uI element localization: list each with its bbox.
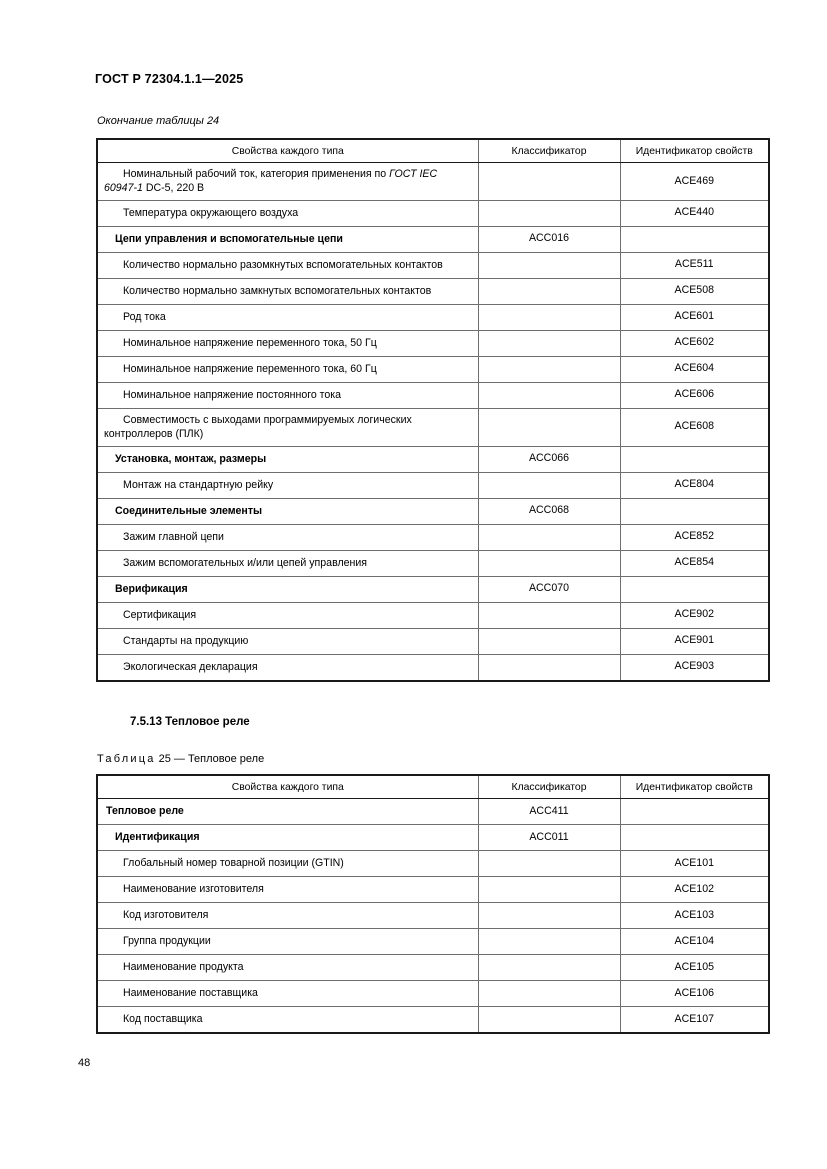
cell-identifier — [620, 304, 769, 330]
cell-identifier — [620, 446, 769, 472]
classifier-code: ACC068 — [528, 504, 570, 517]
identifier-code: ACE104 — [674, 934, 714, 947]
table-header-row — [97, 139, 769, 163]
property-text: Совместимость с выходами программируемых логических контроллеров (ПЛК) — [104, 413, 412, 441]
cell-property — [97, 472, 478, 498]
identifier-code: ACE902 — [674, 608, 714, 621]
cell-classifier — [478, 163, 620, 201]
cell-identifier — [620, 163, 769, 201]
cell-classifier — [478, 654, 620, 681]
table-25-label-rest: 25 — Тепловое реле — [158, 753, 265, 765]
cell-property — [97, 955, 478, 981]
table-row — [97, 446, 769, 472]
table-row — [97, 825, 769, 851]
cell-classifier — [478, 628, 620, 654]
cell-classifier — [478, 550, 620, 576]
cell-property — [97, 163, 478, 201]
property-text: Номинальный рабочий ток, категория применения по ГОСТ IEC 60947-1 DC-5, 220 В — [104, 168, 438, 195]
identifier-code: ACE854 — [674, 556, 714, 569]
cell-identifier — [620, 929, 769, 955]
table-row — [97, 654, 769, 681]
property-text: Номинальное напряжение постоянного тока — [123, 389, 342, 402]
property-text: Код поставщика — [123, 1013, 203, 1026]
table-25-body — [97, 799, 769, 1034]
table-25 — [96, 774, 770, 1034]
column-header-classifier: Классификатор — [478, 139, 620, 163]
property-text: Экологическая декларация — [123, 660, 258, 673]
cell-classifier — [478, 1007, 620, 1034]
cell-property — [97, 356, 478, 382]
property-text: Зажим вспомогательных и/или цепей управления — [123, 556, 368, 569]
cell-property — [97, 446, 478, 472]
classifier-code: ACC066 — [528, 452, 570, 465]
cell-property — [97, 278, 478, 304]
cell-property — [97, 851, 478, 877]
cell-property — [97, 304, 478, 330]
property-text: Верификация — [115, 582, 188, 595]
property-text: Тепловое реле — [106, 805, 184, 818]
cell-classifier — [478, 356, 620, 382]
property-text: Код изготовителя — [123, 909, 209, 922]
cell-identifier — [620, 550, 769, 576]
identifier-code: ACE903 — [674, 660, 714, 673]
cell-classifier — [478, 252, 620, 278]
property-text: Зажим главной цепи — [123, 530, 224, 543]
cell-classifier — [478, 903, 620, 929]
property-text: Сертификация — [123, 608, 197, 621]
identifier-code: ACE606 — [674, 388, 714, 401]
table-row — [97, 524, 769, 550]
property-text: Количество нормально замкнутых вспомогательных контактов — [123, 285, 432, 298]
identifier-code: ACE103 — [674, 908, 714, 921]
cell-identifier — [620, 955, 769, 981]
cell-property — [97, 628, 478, 654]
cell-property — [97, 1007, 478, 1034]
column-header-properties: Свойства каждого типа — [97, 139, 478, 163]
property-text: Монтаж на стандартную рейку — [123, 478, 274, 491]
standard-header: ГОСТ Р 72304.1.1—2025 — [95, 72, 244, 86]
identifier-code: ACE106 — [674, 986, 714, 999]
table-24-caption: Окончание таблицы 24 — [97, 115, 220, 127]
cell-classifier — [478, 602, 620, 628]
cell-identifier — [620, 851, 769, 877]
identifier-code: ACE101 — [674, 856, 714, 869]
table-row — [97, 163, 769, 201]
table-row — [97, 903, 769, 929]
cell-property — [97, 330, 478, 356]
table-row — [97, 877, 769, 903]
cell-identifier — [620, 576, 769, 602]
table-25-header — [97, 775, 769, 799]
section-heading: 7.5.13 Тепловое реле — [130, 716, 250, 728]
table-row — [97, 955, 769, 981]
cell-identifier — [620, 1007, 769, 1034]
identifier-code: ACE102 — [674, 882, 714, 895]
identifier-code: ACE107 — [674, 1012, 714, 1025]
cell-identifier — [620, 602, 769, 628]
cell-property — [97, 654, 478, 681]
cell-identifier — [620, 472, 769, 498]
table-25-label-word: Таблица — [97, 753, 156, 765]
cell-identifier — [620, 628, 769, 654]
cell-property — [97, 825, 478, 851]
cell-classifier — [478, 929, 620, 955]
cell-property — [97, 799, 478, 825]
table-24-body — [97, 163, 769, 681]
table-row — [97, 1007, 769, 1034]
standard-reference: ГОСТ IEC 60947-1 — [104, 168, 438, 195]
table-row — [97, 472, 769, 498]
table-row — [97, 356, 769, 382]
cell-identifier — [620, 654, 769, 681]
cell-classifier — [478, 408, 620, 446]
classifier-code: ACC411 — [529, 804, 569, 817]
cell-property — [97, 903, 478, 929]
property-text: Глобальный номер товарной позиции (GTIN) — [123, 857, 344, 870]
cell-identifier — [620, 877, 769, 903]
cell-property — [97, 226, 478, 252]
page-number: 48 — [78, 1057, 91, 1069]
property-text: Количество нормально разомкнутых вспомогательных контактов — [123, 259, 443, 272]
cell-identifier — [620, 903, 769, 929]
identifier-code: ACE604 — [674, 362, 714, 375]
table-row — [97, 226, 769, 252]
cell-classifier — [478, 825, 620, 851]
property-text: Установка, монтаж, размеры — [115, 452, 267, 465]
cell-property — [97, 576, 478, 602]
cell-classifier — [478, 472, 620, 498]
table-25-label — [97, 753, 264, 765]
cell-classifier — [478, 330, 620, 356]
table-row — [97, 408, 769, 446]
cell-identifier — [620, 382, 769, 408]
cell-classifier — [478, 524, 620, 550]
identifier-code: ACE602 — [674, 336, 714, 349]
identifier-code: ACE511 — [674, 258, 714, 271]
cell-property — [97, 498, 478, 524]
table-row — [97, 576, 769, 602]
property-text: Температура окружающего воздуха — [123, 207, 299, 220]
column-header-properties: Свойства каждого типа — [97, 775, 478, 799]
table-row — [97, 278, 769, 304]
identifier-code: ACE852 — [674, 530, 714, 543]
cell-classifier — [478, 200, 620, 226]
cell-property — [97, 408, 478, 446]
column-header-identifier: Идентификатор свойств — [620, 775, 769, 799]
table-24-header — [97, 139, 769, 163]
property-text: Номинальное напряжение переменного тока, 60 Гц — [123, 363, 377, 376]
cell-identifier — [620, 330, 769, 356]
column-header-classifier: Классификатор — [478, 775, 620, 799]
cell-identifier — [620, 799, 769, 825]
property-text: Наименование изготовителя — [123, 883, 264, 896]
cell-property — [97, 877, 478, 903]
cell-identifier — [620, 498, 769, 524]
cell-classifier — [478, 851, 620, 877]
table-header-row — [97, 775, 769, 799]
table-row — [97, 382, 769, 408]
property-text: Наименование поставщика — [123, 987, 258, 1000]
classifier-code: ACC016 — [528, 232, 570, 245]
cell-classifier — [478, 226, 620, 252]
identifier-code: ACE804 — [674, 478, 714, 491]
table-row — [97, 252, 769, 278]
cell-property — [97, 200, 478, 226]
table-row — [97, 304, 769, 330]
cell-identifier — [620, 226, 769, 252]
cell-property — [97, 981, 478, 1007]
table-row — [97, 981, 769, 1007]
table-row — [97, 498, 769, 524]
table-row — [97, 330, 769, 356]
cell-identifier — [620, 408, 769, 446]
identifier-code: ACE508 — [674, 284, 714, 297]
property-text: Номинальное напряжение переменного тока, 50 Гц — [123, 337, 377, 350]
identifier-code: ACE105 — [674, 960, 714, 973]
table-row — [97, 200, 769, 226]
cell-property — [97, 550, 478, 576]
property-text: Наименование продукта — [123, 961, 244, 974]
cell-identifier — [620, 356, 769, 382]
cell-classifier — [478, 955, 620, 981]
cell-identifier — [620, 524, 769, 550]
cell-classifier — [478, 877, 620, 903]
cell-classifier — [478, 498, 620, 524]
cell-identifier — [620, 200, 769, 226]
classifier-code: ACC070 — [528, 582, 570, 595]
property-text: Соединительные элементы — [115, 504, 263, 517]
cell-classifier — [478, 981, 620, 1007]
table-row — [97, 550, 769, 576]
cell-classifier — [478, 304, 620, 330]
table-row — [97, 628, 769, 654]
cell-classifier — [478, 446, 620, 472]
cell-identifier — [620, 278, 769, 304]
property-text: Идентификация — [115, 831, 200, 844]
cell-property — [97, 929, 478, 955]
cell-identifier — [620, 981, 769, 1007]
column-header-identifier: Идентификатор свойств — [620, 139, 769, 163]
property-text: Цепи управления и вспомогательные цепи — [115, 233, 343, 246]
property-text: Род тока — [123, 311, 166, 324]
table-24 — [96, 138, 770, 682]
cell-property — [97, 252, 478, 278]
table-row — [97, 799, 769, 825]
property-text: Стандарты на продукцию — [123, 634, 249, 647]
property-text: Группа продукции — [123, 935, 211, 948]
identifier-code: ACE608 — [674, 420, 714, 433]
identifier-code: ACE601 — [674, 310, 714, 323]
table-row — [97, 851, 769, 877]
cell-identifier — [620, 252, 769, 278]
cell-property — [97, 524, 478, 550]
cell-classifier — [478, 382, 620, 408]
identifier-code: ACE901 — [674, 634, 714, 647]
cell-classifier — [478, 799, 620, 825]
cell-classifier — [478, 576, 620, 602]
table-row — [97, 602, 769, 628]
table-row — [97, 929, 769, 955]
classifier-code: ACC011 — [529, 830, 569, 843]
identifier-code: ACE440 — [674, 206, 714, 219]
cell-property — [97, 602, 478, 628]
cell-property — [97, 382, 478, 408]
cell-classifier — [478, 278, 620, 304]
cell-identifier — [620, 825, 769, 851]
identifier-code: ACE469 — [674, 174, 714, 187]
